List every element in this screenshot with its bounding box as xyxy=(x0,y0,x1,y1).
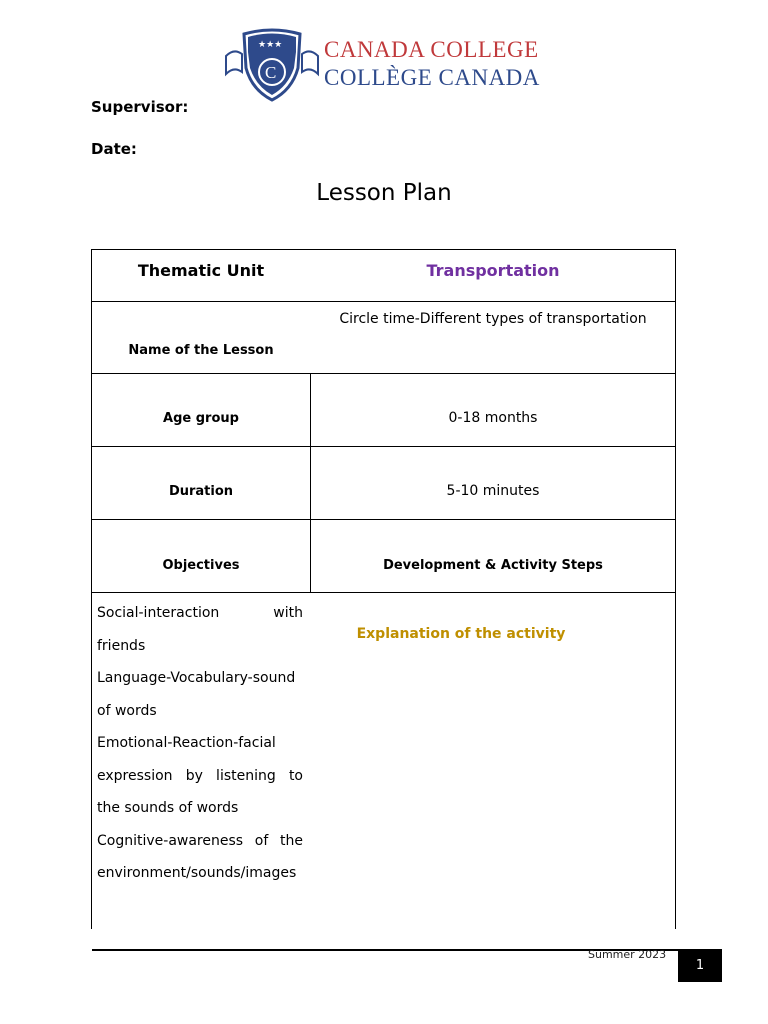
objective-line: friends xyxy=(97,637,146,654)
supervisor-label: Supervisor: xyxy=(91,98,189,116)
footer-term: Summer 2023 xyxy=(588,948,667,961)
objectives-list xyxy=(97,597,303,890)
age-group-label: Age group xyxy=(163,411,239,426)
objective-line: environment/sounds/images xyxy=(97,865,297,881)
row-divider xyxy=(91,373,676,374)
age-group-value: 0-18 months xyxy=(448,410,538,426)
logo-wordmark xyxy=(324,36,540,92)
lesson-plan-table xyxy=(91,249,676,929)
page-title: Lesson Plan xyxy=(316,180,452,206)
steps-label: Development & Activity Steps xyxy=(383,558,603,573)
duration-label: Duration xyxy=(168,484,234,499)
row-divider xyxy=(91,519,676,520)
svg-text:★★★: ★★★ xyxy=(258,40,283,50)
logo-line-english: CANADA COLLEGE xyxy=(324,37,539,62)
date-label: Date: xyxy=(91,140,137,158)
objective-line: of words xyxy=(97,702,157,719)
logo-line-french: COLLÈGE CANADA xyxy=(324,65,540,90)
objective-line: Language-Vocabulary-sound xyxy=(97,670,296,686)
duration-value: 5-10 minutes xyxy=(446,483,540,499)
lesson-name-label: Name of the Lesson xyxy=(128,343,274,358)
objective-line: Cognitive-awareness of the xyxy=(97,832,303,849)
row-divider xyxy=(91,301,676,302)
row-divider xyxy=(91,592,676,593)
page-number: 1 xyxy=(678,949,722,982)
objective-line: expression by listening to xyxy=(97,767,303,784)
thematic-unit-value: Transportation xyxy=(426,261,560,280)
college-logo xyxy=(222,28,548,104)
lesson-name-value: Circle time-Different types of transportation xyxy=(339,311,647,327)
objectives-label: Objectives xyxy=(162,558,240,573)
explanation-heading: Explanation of the activity xyxy=(356,626,566,642)
objective-line: the sounds of words xyxy=(97,800,239,816)
crest-icon xyxy=(222,28,322,104)
objective-line: Emotional-Reaction-facial xyxy=(97,735,276,751)
objective-line: Social-interaction with xyxy=(97,605,303,621)
table-border-right xyxy=(675,249,676,929)
table-border-top xyxy=(91,249,676,250)
thematic-unit-label: Thematic Unit xyxy=(137,261,265,280)
row-divider xyxy=(91,446,676,447)
svg-text:C: C xyxy=(265,63,277,82)
